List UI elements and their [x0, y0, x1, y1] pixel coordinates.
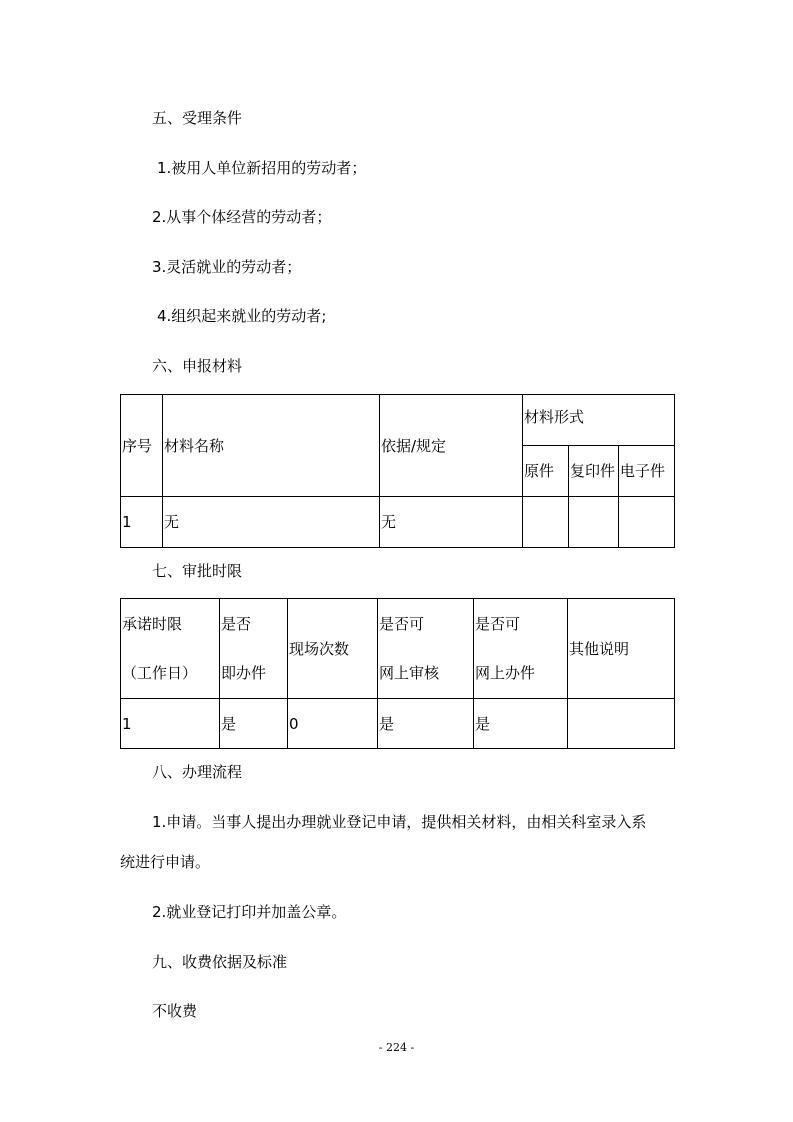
time-header-online-review-line2: 网上审核: [379, 664, 440, 682]
process-step1-line1: 1.申请。当事人提出办理就业登记申请，提供相关材料，由相关科室录入系: [152, 813, 647, 831]
condition-item-3: 3.灵活就业的劳动者；: [152, 258, 302, 276]
materials-cell-copy: [569, 497, 619, 548]
table-row: [121, 699, 675, 749]
materials-cell-basis: 无: [380, 497, 523, 548]
time-cell-instant: 是: [220, 699, 288, 749]
condition-item-1: 1.被用人单位新招用的劳动者；: [157, 159, 367, 177]
table-row: [121, 497, 675, 548]
time-cell-online-handle: 是: [474, 699, 568, 749]
time-cell-online-review: 是: [378, 699, 474, 749]
time-header-online-review: [378, 599, 474, 699]
materials-header-original: 原件: [523, 446, 569, 497]
materials-cell-original: [523, 497, 569, 548]
time-header-limit-line2: （工作日）: [122, 664, 198, 682]
section7-heading: 七、审批时限: [152, 562, 243, 580]
materials-table: [120, 394, 675, 548]
time-header-online-handle-line2: 网上办件: [475, 664, 536, 682]
section9-heading: 九、收费依据及标准: [152, 953, 288, 971]
time-header-instant-line2: 即办件: [221, 664, 267, 682]
process-step2: 2.就业登记打印并加盖公章。: [152, 903, 347, 921]
materials-header-no: 序号: [121, 395, 163, 497]
materials-cell-no: 1: [121, 497, 163, 548]
time-header-online-review-line1: 是否可: [379, 615, 425, 633]
time-header-instant: [220, 599, 288, 699]
materials-cell-electronic: [619, 497, 675, 548]
section6-heading: 六、申报材料: [152, 357, 243, 375]
section8-heading: 八、办理流程: [152, 763, 243, 781]
time-header-online-handle-line1: 是否可: [475, 615, 521, 633]
time-header-limit: [121, 599, 220, 699]
time-header-online-handle: [474, 599, 568, 699]
materials-header-copy: 复印件: [569, 446, 619, 497]
time-cell-visits: 0: [288, 699, 378, 749]
time-limit-table: [120, 598, 675, 749]
time-header-visits: 现场次数: [288, 599, 378, 699]
condition-item-2: 2.从事个体经营的劳动者；: [152, 208, 332, 226]
process-step1-line2: 统进行申请。: [120, 853, 211, 871]
page-number: - 224 -: [378, 1041, 415, 1054]
materials-header-electronic: 电子件: [619, 446, 675, 497]
materials-cell-name: 无: [163, 497, 380, 548]
materials-header-basis: 依据/规定: [380, 395, 523, 497]
condition-item-4: 4.组织起来就业的劳动者;: [157, 307, 327, 325]
time-header-instant-line1: 是否: [221, 615, 252, 633]
materials-header-name: 材料名称: [163, 395, 380, 497]
fee-text: 不收费: [152, 1002, 198, 1020]
section5-heading: 五、受理条件: [152, 109, 243, 127]
time-cell-limit: 1: [121, 699, 220, 749]
materials-header-form: 材料形式: [523, 395, 675, 446]
time-header-other: 其他说明: [568, 599, 675, 699]
time-header-limit-line1: 承诺时限: [122, 615, 183, 633]
time-cell-other: [568, 699, 675, 749]
